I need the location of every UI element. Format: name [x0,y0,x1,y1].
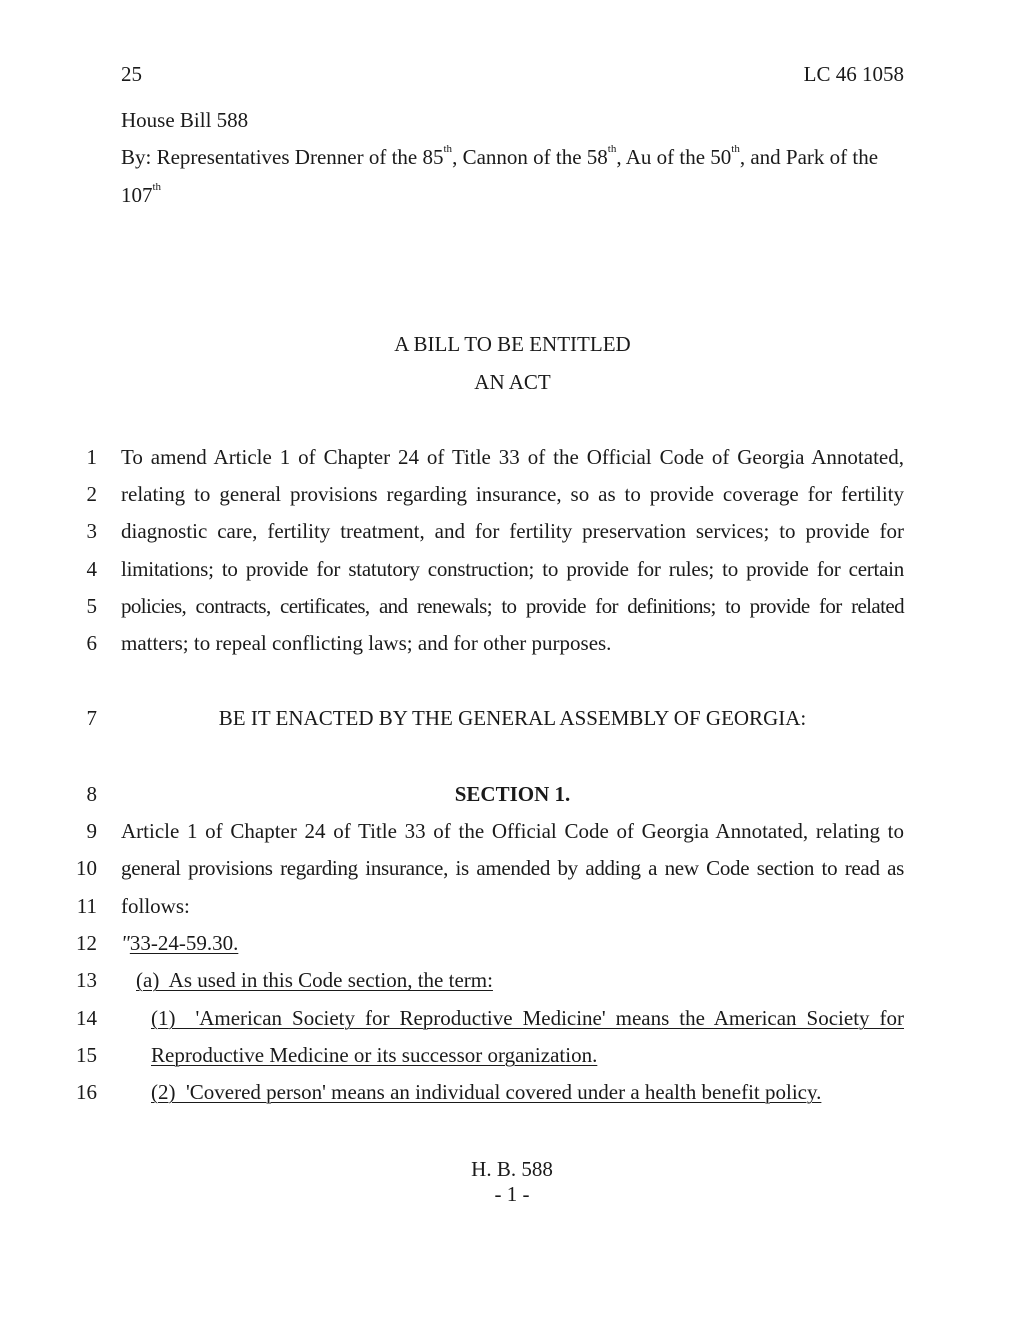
body-line: limitations; to provide for statutory construction; to provide for rules; to provide for certain [121,557,904,581]
line-number: 12 [76,931,97,955]
footer-page-number: - 1 - [494,1182,530,1206]
body-line: policies, contracts, certificates, and renewals; to provide for definitions; to provide for related [121,594,904,618]
sponsors-line-2: 107th [121,181,162,207]
line-number: 4 [86,557,97,581]
line-number: 6 [86,631,97,655]
sponsors-line: By: Representatives Drenner of the 85th, Cannon of the 58th, Au of the 50th, and Park of the [121,143,879,169]
section-heading: SECTION 1. [454,782,571,806]
line-number: 13 [76,968,97,992]
line-number: 10 [76,856,97,880]
line-number: 2 [86,482,97,506]
body-line: Article 1 of Chapter 24 of Title 33 of the Official Code of Georgia Annotated, relating to [121,819,904,843]
definition-1: (1) 'American Society for Reproductive Medicine' means the American Society for [151,1006,904,1030]
body-line: general provisions regarding insurance, is amended by adding a new Code section to read as [121,856,904,880]
body-line: follows: [121,894,190,918]
line-number: 7 [86,706,97,730]
footer-bill-ref: H. B. 588 [471,1157,553,1181]
line-number: 8 [86,782,97,806]
lc-code: LC 46 1058 [803,62,904,86]
line-number: 3 [86,519,97,543]
bill-title: House Bill 588 [121,108,249,132]
heading-an-act: AN ACT [474,370,551,394]
line-number: 1 [86,445,97,469]
definition-1-cont: Reproductive Medicine or its successor organization. [151,1043,598,1067]
line-number: 16 [76,1080,97,1104]
enacting-clause: BE IT ENACTED BY THE GENERAL ASSEMBLY OF GEORGIA: [218,706,807,730]
body-line: matters; to repeal conflicting laws; and for other purposes. [121,631,612,655]
line-number: 5 [86,594,97,618]
heading-bill-entitled: A BILL TO BE ENTITLED [394,332,631,356]
line-number: 15 [76,1043,97,1067]
line-number: 11 [76,894,97,918]
line-number: 14 [76,1006,97,1030]
definition-2: (2) 'Covered person' means an individual covered under a health benefit policy. [151,1080,822,1104]
code-section-number: "33-24-59.30. [121,931,239,955]
page-ref-number: 25 [121,62,142,86]
body-line: To amend Article 1 of Chapter 24 of Title 33 of the Official Code of Georgia Annotated, [121,445,904,469]
body-line: diagnostic care, fertility treatment, and for fertility preservation services; to provide for [121,519,904,543]
body-line: relating to general provisions regarding insurance, so as to provide coverage for fertility [121,482,904,506]
line-number: 9 [86,819,97,843]
subsection-a: (a) As used in this Code section, the term: [136,968,493,992]
